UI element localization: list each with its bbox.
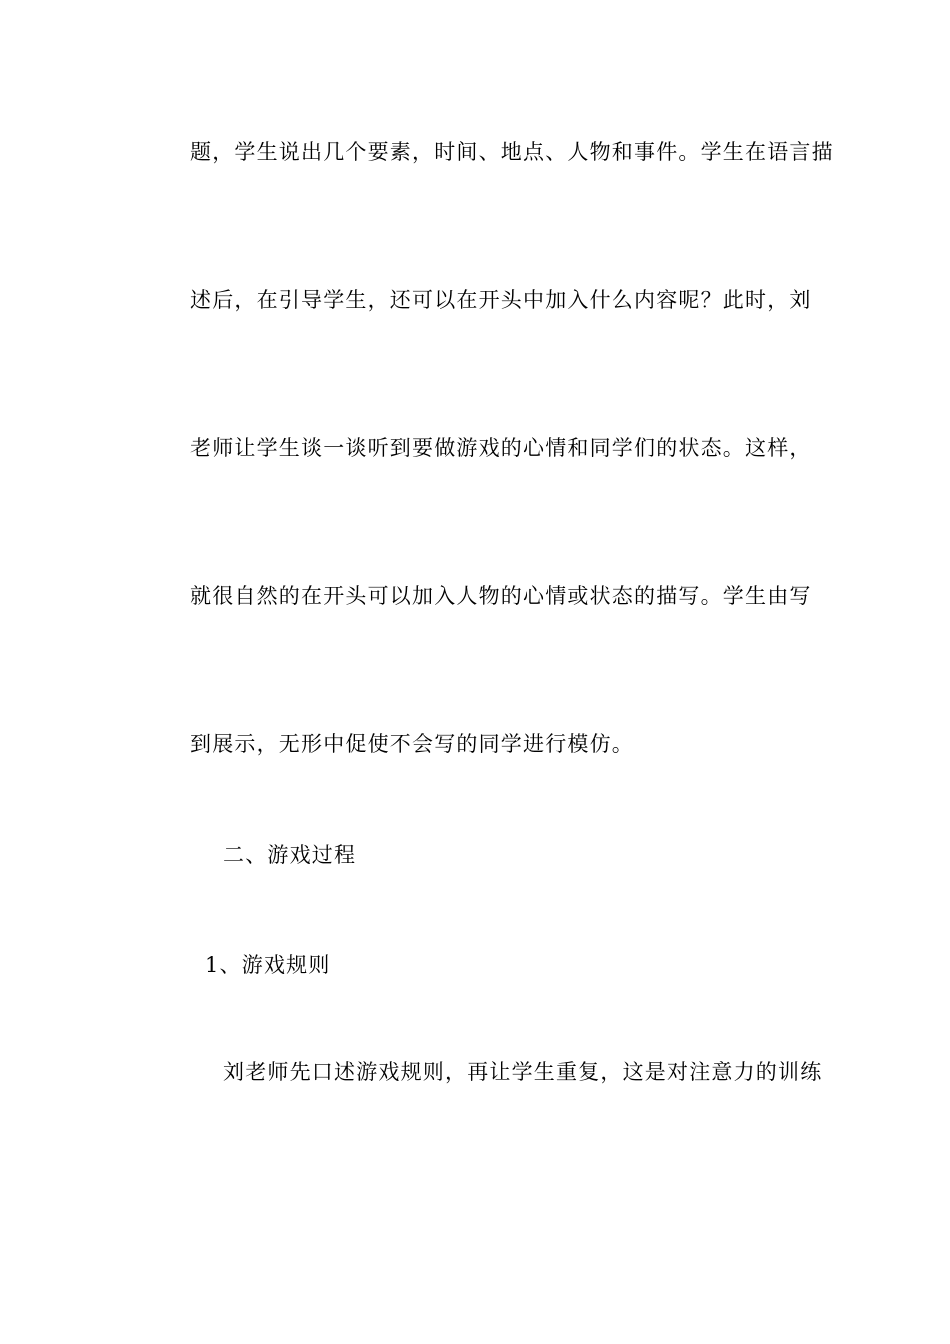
paragraph-line: 到展示，无形中促使不会写的同学进行模仿。	[190, 732, 634, 756]
paragraph-line: 老师让学生谈一谈听到要做游戏的心情和同学们的状态。这样，	[190, 436, 812, 460]
section-heading: 二、游戏过程	[223, 843, 357, 867]
rules-paragraph-line: 刘老师先口述游戏规则，再让学生重复，这是对注意力的训练	[223, 1060, 823, 1084]
subsection-heading: 1、游戏规则	[205, 953, 331, 977]
paragraph-line: 就很自然的在开头可以加入人物的心情或状态的描写。学生由写	[190, 584, 812, 608]
paragraph-line: 题，学生说出几个要素，时间、地点、人物和事件。学生在语言描	[190, 140, 834, 164]
paragraph-line: 述后，在引导学生，还可以在开头中加入什么内容呢？此时，刘	[190, 288, 812, 312]
